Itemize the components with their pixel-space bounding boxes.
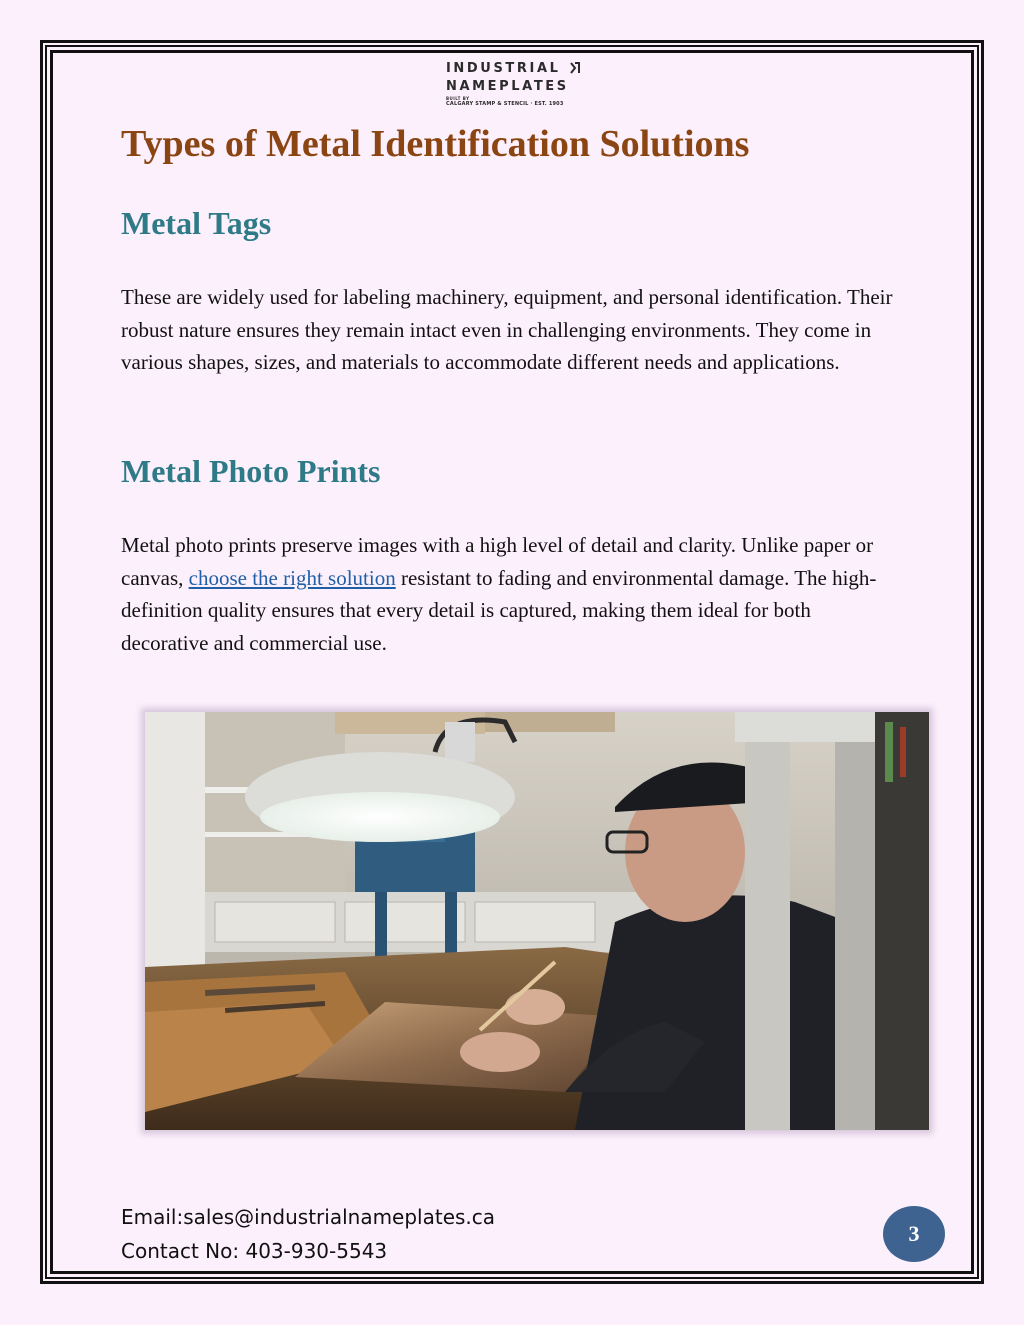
- choose-solution-link[interactable]: choose the right solution: [188, 565, 396, 590]
- body-text-before-link: Metal photo prints preserve images with a high level of detail and clarity. Unlike paper or canvas,: [121, 533, 874, 590]
- page-title: Types of Metal Identification Solutions: [121, 123, 750, 165]
- section-heading-metal-photo-prints: Metal Photo Prints: [121, 453, 381, 489]
- company-logo: [444, 60, 584, 110]
- logo-line1: INDUSTRIAL: [446, 61, 561, 76]
- page-number-badge: 3: [883, 1206, 945, 1262]
- workshop-photo-illustration: [145, 712, 929, 1130]
- body-text-after-link: resistant to fading and environmental damage. The high-definition quality ensures that every detail is captured, making them ideal for both decorative and commercial use.: [121, 565, 877, 655]
- section-body-metal-photo-prints: [121, 529, 901, 659]
- section-body-metal-tags: These are widely used for labeling machinery, equipment, and personal identification. Their robust nature ensures they remain intact even in challenging environments. They come in various shapes, sizes, and materials to accommodate different needs and applications.: [121, 285, 893, 374]
- section-heading-metal-tags: Metal Tags: [121, 205, 272, 241]
- footer-phone: Contact No: 403-930-5543: [121, 1239, 388, 1263]
- logo-mark-icon: [570, 62, 580, 74]
- logo-subline: CALGARY STAMP & STENCIL · EST. 1903: [446, 101, 564, 107]
- logo-line2: NAMEPLATES: [446, 79, 569, 94]
- footer-email: Email:sales@industrialnameplates.ca: [121, 1205, 496, 1229]
- logo-built-by: BUILT BY: [446, 96, 470, 101]
- workshop-photo: [145, 712, 929, 1130]
